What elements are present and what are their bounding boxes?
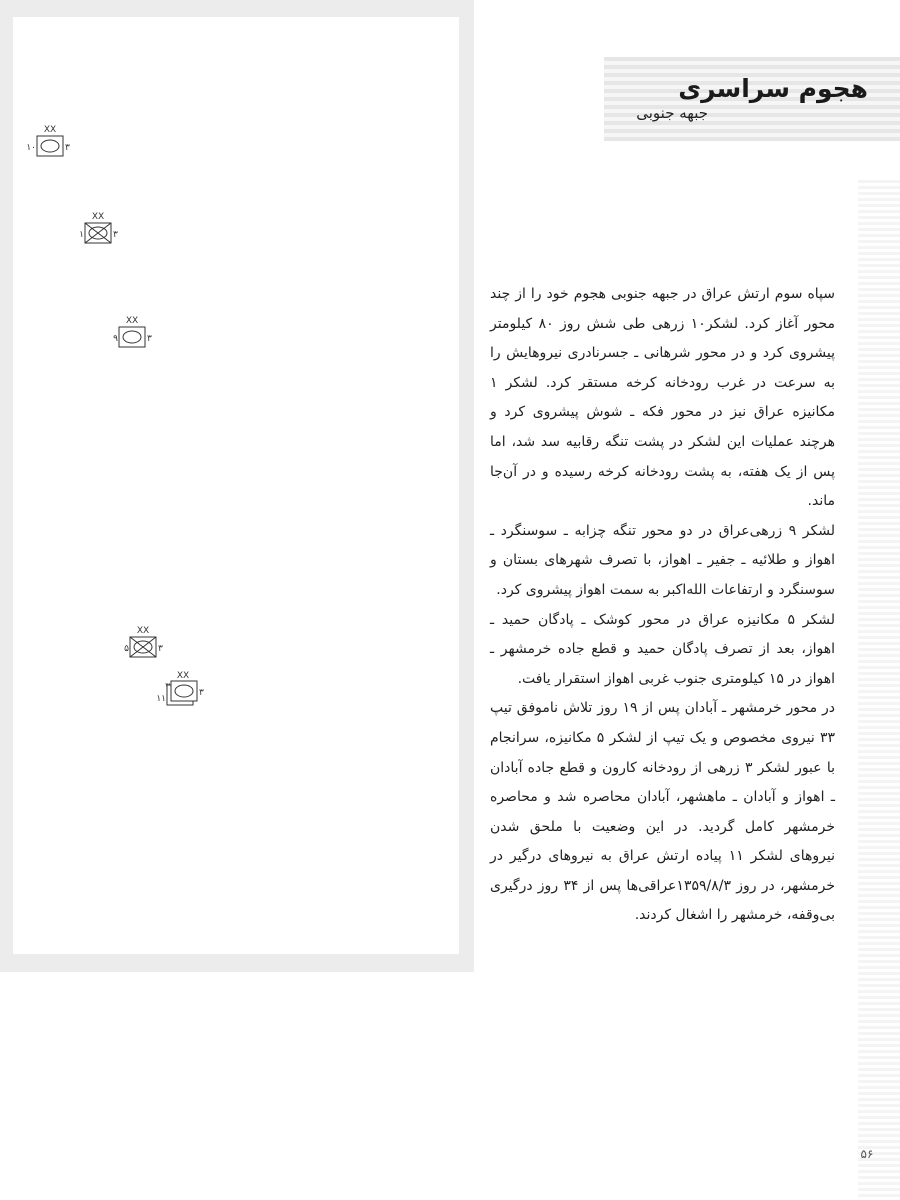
unit-echelon-label: XX xyxy=(176,671,190,681)
unit-echelon-label: XX xyxy=(136,626,150,636)
unit-corps-label: ۳ xyxy=(147,334,152,344)
page-number: ۵۶ xyxy=(860,1147,874,1161)
unit-number-label: ۱ xyxy=(79,230,84,240)
unit-symbol-division-11 xyxy=(154,669,246,705)
page-subtitle: جبهه جنوبی xyxy=(636,104,708,122)
unit-number-label: ۱۰ xyxy=(26,143,36,153)
unit-echelon-label: XX xyxy=(125,316,139,326)
unit-number-label: ۱۱ xyxy=(156,694,166,704)
page-title: هجوم سراسری xyxy=(678,74,868,103)
unit-corps-label: ۳ xyxy=(199,688,204,698)
unit-corps-label: ۳ xyxy=(65,143,70,153)
body-text xyxy=(490,280,835,931)
paragraph: سپاه سوم ارتش عراق در جبهه جنوبی هجوم خود را از چند محور آغاز کرد. لشکر۱۰ زرهی طی شش روز ۸۰ کیلومتر پیشروی کرد و در محور شرهانی ـ جسرنادری نیروهایش را به سرعت در غرب رودخانه کرخه مستقر کرد. لشکر ۱ مکانیزه عراق نیز در محور فکه ـ شوش پیشروی کرد و هرچند عملیات این لشکر در پشت تنگه رقابیه سد شد، اما پس از یک هفته، به پشت رودخانه کرخه رسیده و در آن‌جا ماند. xyxy=(490,286,836,510)
unit-symbol-division-9 xyxy=(106,314,198,350)
unit-second-number-label: ۳ xyxy=(165,682,170,692)
unit-symbol-division-1 xyxy=(72,210,164,246)
unit-symbol-division-10 xyxy=(24,123,116,159)
unit-echelon-label: XX xyxy=(91,212,105,222)
decorative-stripes xyxy=(858,180,900,1200)
paragraph: لشکر ۹ زرهی‌عراق در دو محور تنگه چزابه ـ سوسنگرد ـ اهواز و طلائیه ـ جفیر ـ اهواز، با تصرف شهرهای بستان و سوسنگرد و ارتفاعات الله‌اکبر به سمت اهواز پیشروی کرد. xyxy=(490,522,835,598)
unit-corps-label: ۳ xyxy=(158,644,163,654)
unit-symbol-division-5 xyxy=(117,624,209,660)
unit-echelon-label: XX xyxy=(43,125,57,135)
unit-number-label: ۵ xyxy=(124,644,129,654)
unit-number-label: ۹ xyxy=(113,334,118,344)
paragraph: در محور خرمشهر ـ آبادان پس از ۱۹ روز تلاش ناموفق تیپ ۳۳ نیروی مخصوص و یک تیپ از لشکر ۵ مکانیزه، سرانجام با عبور لشکر ۳ زرهی از رودخانه کارون و قطع جاده آبادان ـ اهواز و آبادان ـ ماهشهر، آبادان محاصره شد و محاصره خرمشهر کامل گردید. در این وضعیت با ملحق شدن نیروهای لشکر ۱۱ پیاده ارتش عراق به نیروهای درگیر در خرمشهر، در روز ۱۳۵۹/۸/۳عراقی‌ها پس از ۳۴ روز درگیری بی‌وقفه، خرمشهر را اشغال کردند. xyxy=(490,700,836,924)
paragraph: لشکر ۵ مکانیزه عراق در محور کوشک ـ پادگان حمید ـ اهواز، بعد از تصرف پادگان حمید و قطع جاده خرمشهر ـ اهواز در ۱۵ کیلومتری جنوب غربی اهواز استقرار یافت. xyxy=(490,611,836,687)
unit-corps-label: ۳ xyxy=(113,230,118,240)
